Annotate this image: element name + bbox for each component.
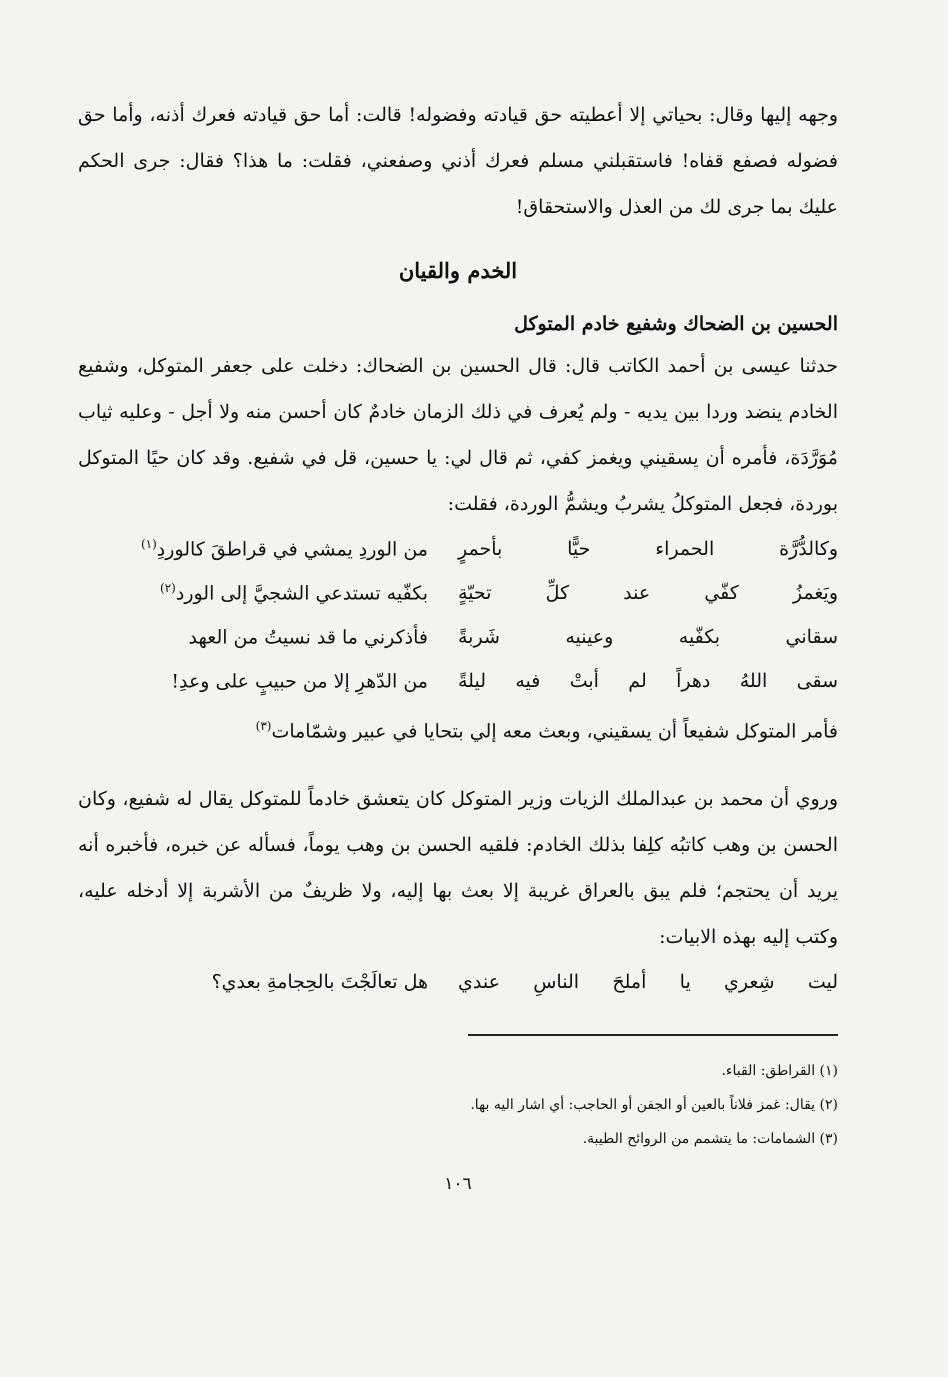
page-number: ١٠٦ (444, 1174, 472, 1195)
poem (78, 527, 838, 703)
footnote-divider (468, 1034, 838, 1036)
second-story-paragraph: وروي أن محمد بن عبدالملك الزيات وزير المتوكل كان يتعشق خادماً للمتوكل يقال له شفيع، وكان الحسن بن وهب كاتبُه كلِفا بذلك الخادم: فلقيه الحسن بن وهب يوماً، فسأله عن خبره، فأخبره أنه يريد أن يحتجم؛ فلم يبق بالعراق غريبة إلا بعث بها إليه، ولا ظريفٌ من الأشربة إلا أدخله عليه، وكتب إليه بهذه الابيات: (78, 788, 838, 949)
verse-first-hemistich: وكالدُّرَّة الحمراء حيًّا بأحمرٍ (458, 538, 838, 560)
footnote-marker: (٣) (255, 719, 272, 733)
verse-first-hemistich: سقاني بكفّيه وعينيه شَربةً (458, 626, 838, 648)
poem-verse (78, 615, 838, 659)
verse-second-hemistich: من الدّهرِ إلا من حبيبٍ على وعدِ! (171, 670, 428, 693)
footnote: (١) القراطق: القباء. (721, 1063, 838, 1080)
poem-verse (78, 659, 838, 703)
section-title: الخدم والقيان (398, 258, 518, 283)
subsection-title: الحسين بن الضحاك وشفيع خادم المتوكل (514, 313, 838, 335)
verse-second-hemistich: هل تعالَجْتَ بالحِجامةِ بعدي؟ (211, 971, 428, 994)
verse-first-hemistich: ليت شِعري يا أملحَ الناسِ عندي (458, 971, 838, 994)
footnote-marker: (٢) (160, 581, 176, 596)
verse-second-hemistich: من الوردِ يمشي في قراطقَ كالوردِ$^{(١)}$ (140, 537, 428, 561)
footnote: (٣) الشمامات: ما يتشمم من الروائح الطيبة. (582, 1131, 838, 1148)
story-paragraph: حدثنا عيسى بن أحمد الكاتب قال: قال الحسين بن الضحاك: دخلت على جعفر المتوكل، وشفيع الخادم ينضد وردا بين يديه - ولم يُعرف في ذلك الزمان خادمٌ كان أحسن منه ولا أجل - وعليه ثياب مُوَرَّدَة، فأمره أن يسقيني ويغمز كفي، ثم قال لي: يا حسين، قل في شفيع. وقد كان حيًا المتوكل بوردة، فجعل المتوكلُ يشربُ ويشمُّ الوردة، فقلت: (78, 355, 838, 515)
verse-first-hemistich: ويَغمزُ كفّي عند كلِّ تحيّةٍ (458, 582, 838, 604)
final-verse (78, 960, 838, 1004)
poem-verse (78, 527, 838, 571)
after-poem-line: فأمر المتوكل شفيعاً أن يسقيني، وبعث معه إلي بتحايا في عبير وشمّامات$^{(٣)}$ (255, 719, 838, 743)
footnote-marker: (١) (140, 537, 157, 552)
verse-second-hemistich: فأذكرني ما قد نسيتُ من العهد (188, 626, 428, 649)
footnote: (٢) يقال: غمز فلاناً بالعين أو الجفن أو الحاجب: أي اشار اليه بها. (470, 1097, 838, 1114)
intro-paragraph: وجهه إليها وقال: بحياتي إلا أعطيته حق قيادته وفضوله! قالت: أما حق قيادته فعرك أذنه، وأما حق فضوله فصفع قفاه! فاستقبلني مسلم فعرك أذني وصفعني، فقلت: ما هذا؟ فقال: جرى الحكم عليك بما جرى لك من العذل والاستحقاق! (78, 104, 838, 218)
poem-verse (78, 571, 838, 615)
verse-second-hemistich: بكفّيه تستدعي الشجيَّ إلى الورد$^{(٢)}$ (160, 581, 428, 605)
verse-first-hemistich: سقى اللهُ دهراً لم أبتْ فيه ليلةً (458, 670, 838, 692)
